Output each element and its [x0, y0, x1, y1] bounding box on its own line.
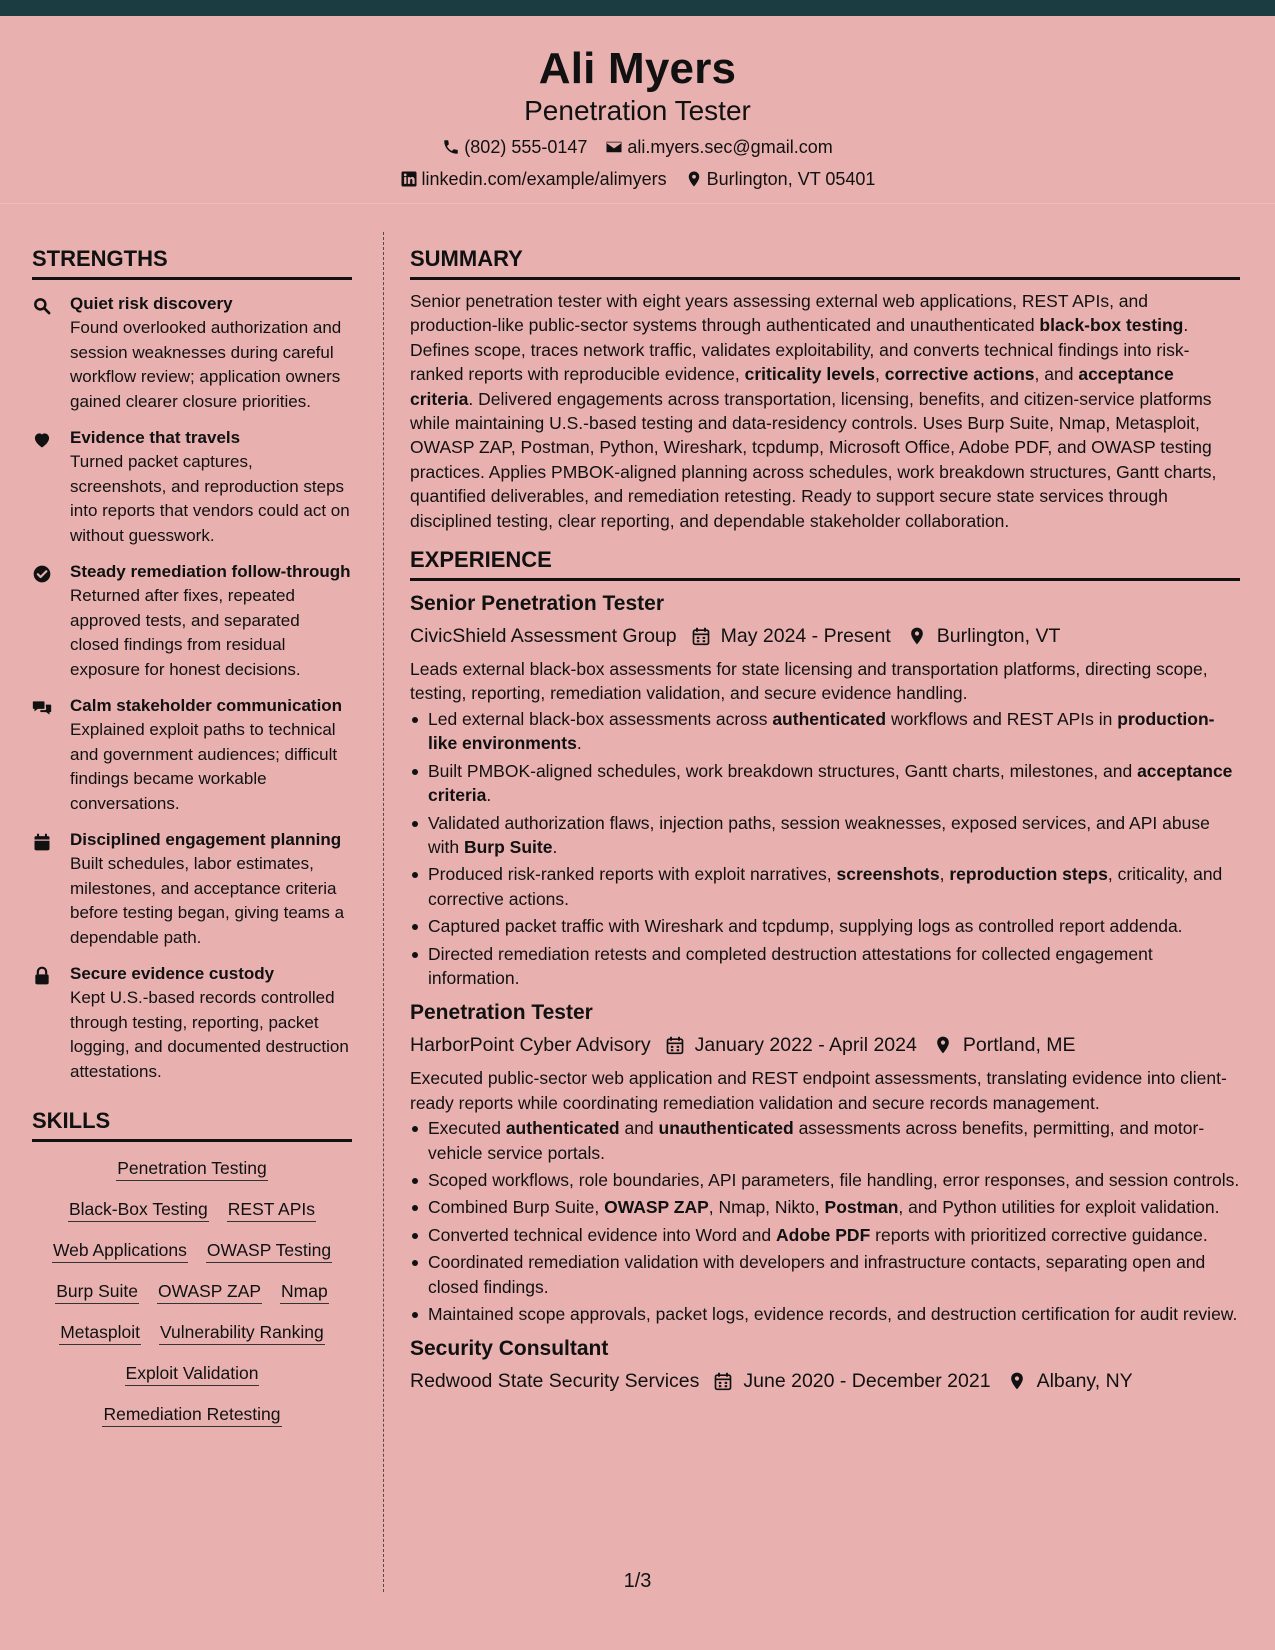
job-company: HarborPoint Cyber Advisory: [410, 1034, 651, 1057]
job-description: Executed public-sector web application and REST endpoint assessments, translating evidence into client-ready reports while coordinating remediation validation and secure records management.: [410, 1068, 1227, 1113]
phone-text: (802) 555-0147: [464, 137, 588, 157]
strength-item: [32, 562, 352, 682]
skills-row: [32, 1279, 352, 1304]
strength-description: Kept U.S.-based records controlled through testing, reporting, packet logging, and documented destruction attestations.: [70, 988, 349, 1081]
linkedin-text: linkedin.com/example/alimyers: [421, 169, 667, 189]
right-column: [410, 246, 1240, 1394]
calendar-icon: [713, 1371, 733, 1391]
contact-row-1: [0, 136, 1275, 158]
skill-tag: OWASP Testing: [206, 1238, 332, 1263]
top-accent-bar: [0, 0, 1275, 16]
job-bullets: [410, 707, 1240, 990]
strength-description: Turned packet captures, screenshots, and reproduction steps into reports that vendors could act on without guesswork.: [70, 452, 350, 545]
job-entry: [410, 1000, 1240, 1326]
list-item: Captured packet traffic with Wireshark and tcpdump, supplying logs as controlled report addenda.: [410, 914, 1240, 938]
column-divider: [383, 232, 384, 1592]
skill-tag: Exploit Validation: [125, 1361, 260, 1386]
calendar-icon: [691, 626, 711, 646]
strength-item: [32, 830, 352, 950]
skill-tag: Black-Box Testing: [68, 1197, 209, 1222]
job-bullets: [410, 1116, 1240, 1326]
email-text: ali.myers.sec@gmail.com: [627, 137, 833, 157]
summary-heading: SUMMARY: [410, 246, 1240, 280]
experience-heading: EXPERIENCE: [410, 547, 1240, 581]
skill-tag: Vulnerability Ranking: [159, 1320, 325, 1345]
list-item: Led external black-box assessments across authenticated workflows and REST APIs in production-like environments.: [410, 707, 1240, 756]
check-circle-icon: [32, 564, 52, 584]
map-pin-icon: [907, 626, 927, 646]
skill-tag: Burp Suite: [55, 1279, 139, 1304]
list-item: Executed authenticated and unauthenticated assessments across benefits, permitting, and motor-vehicle service portals.: [410, 1116, 1240, 1165]
comments-icon: [32, 698, 52, 718]
list-item: Validated authorization flaws, injection paths, session weaknesses, exposed services, and API abuse with Burp Suite.: [410, 811, 1240, 860]
skill-tag: Penetration Testing: [116, 1156, 268, 1181]
strength-description: Built schedules, labor estimates, milestones, and acceptance criteria before testing began, giving teams a dependable path.: [70, 854, 345, 947]
list-item: Produced risk-ranked reports with exploit narratives, screenshots, reproduction steps, criticality, and corrective actions.: [410, 862, 1240, 911]
skill-tag: Remediation Retesting: [102, 1402, 281, 1427]
skills-row: [32, 1156, 352, 1181]
strength-item: [32, 696, 352, 816]
lock-icon: [32, 966, 52, 986]
contact-row-2: [0, 168, 1275, 190]
skill-tag: Metasploit: [59, 1320, 141, 1345]
linkedin-icon: [400, 170, 418, 188]
skills-row: [32, 1402, 352, 1427]
job-title: Penetration Tester: [410, 1001, 593, 1025]
strength-title: Quiet risk discovery: [70, 294, 233, 313]
page-indicator: 1/3: [623, 1570, 652, 1592]
map-pin-icon: [1007, 1371, 1027, 1391]
strength-title: Disciplined engagement planning: [70, 830, 342, 849]
skills-row: [32, 1361, 352, 1386]
skill-tag: REST APIs: [227, 1197, 316, 1222]
job-company: Redwood State Security Services: [410, 1370, 700, 1393]
search-icon: [32, 296, 52, 316]
strength-title: Steady remediation follow-through: [70, 562, 351, 581]
strength-description: Found overlooked authorization and session weaknesses during careful workflow review; application owners gained clearer closure priorities.: [70, 318, 342, 411]
calendar-icon: [665, 1035, 685, 1055]
job-entry: [410, 1336, 1240, 1394]
strengths-list: [32, 294, 352, 1084]
job-entry: [410, 591, 1240, 990]
job-dates: June 2020 - December 2021: [743, 1370, 991, 1393]
list-item: Maintained scope approvals, packet logs, evidence records, and destruction certification for audit review.: [410, 1302, 1240, 1326]
left-column: [32, 246, 352, 1427]
skill-tag: OWASP ZAP: [157, 1279, 262, 1304]
list-item: Combined Burp Suite, OWASP ZAP, Nmap, Nikto, Postman, and Python utilities for exploit validation.: [410, 1195, 1240, 1219]
candidate-name: Ali Myers: [538, 44, 737, 93]
heart-icon: [32, 430, 52, 450]
strength-title: Calm stakeholder communication: [70, 696, 343, 715]
map-pin-icon: [933, 1035, 953, 1055]
list-item: Scoped workflows, role boundaries, API parameters, file handling, error responses, and session controls.: [410, 1168, 1240, 1192]
strength-description: Explained exploit paths to technical and government audiences; difficult findings became workable conversations.: [70, 720, 338, 813]
phone-contact[interactable]: [442, 136, 587, 158]
list-item: Built PMBOK-aligned schedules, work breakdown structures, Gantt charts, milestones, and acceptance criteria.: [410, 759, 1240, 808]
phone-icon: [442, 138, 460, 156]
skills-row: [32, 1238, 352, 1263]
strengths-heading: STRENGTHS: [32, 246, 352, 280]
job-dates: May 2024 - Present: [720, 625, 891, 648]
summary-paragraph: Senior penetration tester with eight years assessing external web applications, REST APIs, and production-like public-sector systems through authenticated and unauthenticated black-box testing. Defines scope, traces network traffic, validates exploitability, and converts technical findings into risk-ranked reports with reproducible evidence, criticality levels, corrective actions, and acceptance criteria. Delivered engagements across transportation, licensing, benefits, and citizen-service platforms while maintaining U.S.-based testing and data-residency controls. Uses Burp Suite, Nmap, Metasploit, OWASP ZAP, Postman, Python, Wireshark, tcpdump, Microsoft Office, Adobe PDF, and OWASP testing practices. Applies PMBOK-aligned planning across schedules, work breakdown structures, Gantt charts, quantified deliverables, and remediation retesting. Ready to support secure state services through disciplined testing, clear reporting, and dependable stakeholder collaboration.: [410, 291, 1217, 531]
skills-row: [32, 1320, 352, 1345]
email-contact[interactable]: [605, 136, 832, 158]
skills-list: [32, 1156, 352, 1427]
linkedin-contact[interactable]: [400, 168, 667, 190]
job-title: Senior Penetration Tester: [410, 592, 665, 616]
skill-tag: Web Applications: [52, 1238, 188, 1263]
strength-title: Secure evidence custody: [70, 964, 275, 983]
location-text: Burlington, VT 05401: [706, 169, 876, 189]
job-meta: [410, 1368, 1240, 1394]
job-meta: [410, 623, 1240, 649]
skill-tag: Nmap: [280, 1279, 329, 1304]
experience-list: [410, 591, 1240, 1394]
job-location: Albany, NY: [1036, 1370, 1133, 1393]
job-description: Leads external black-box assessments for state licensing and transportation platforms, directing scope, testing, reporting, remediation validation, and secure evidence handling.: [410, 659, 1208, 704]
job-location: Portland, ME: [962, 1034, 1076, 1057]
list-item: Directed remediation retests and completed destruction attestations for collected engagement information.: [410, 942, 1240, 991]
job-company: CivicShield Assessment Group: [410, 625, 677, 648]
job-location: Burlington, VT: [936, 625, 1061, 648]
candidate-title: Penetration Tester: [524, 95, 751, 126]
skills-heading: SKILLS: [32, 1108, 352, 1142]
list-item: Converted technical evidence into Word and Adobe PDF reports with prioritized corrective guidance.: [410, 1223, 1240, 1247]
skills-row: [32, 1197, 352, 1222]
job-dates: January 2022 - April 2024: [694, 1034, 917, 1057]
resume-header: [0, 16, 1275, 204]
job-meta: [410, 1032, 1240, 1058]
location-contact: [685, 168, 876, 190]
strength-description: Returned after fixes, repeated approved tests, and separated closed findings from residual exposure for honest decisions.: [70, 586, 301, 679]
calendar-icon: [32, 832, 52, 852]
strength-title: Evidence that travels: [70, 428, 241, 447]
map-pin-icon: [685, 170, 703, 188]
strength-item: [32, 964, 352, 1084]
strength-item: [32, 428, 352, 548]
job-title: Security Consultant: [410, 1337, 609, 1361]
envelope-icon: [605, 138, 623, 156]
strength-item: [32, 294, 352, 414]
list-item: Coordinated remediation validation with developers and infrastructure contacts, separating open and closed findings.: [410, 1250, 1240, 1299]
